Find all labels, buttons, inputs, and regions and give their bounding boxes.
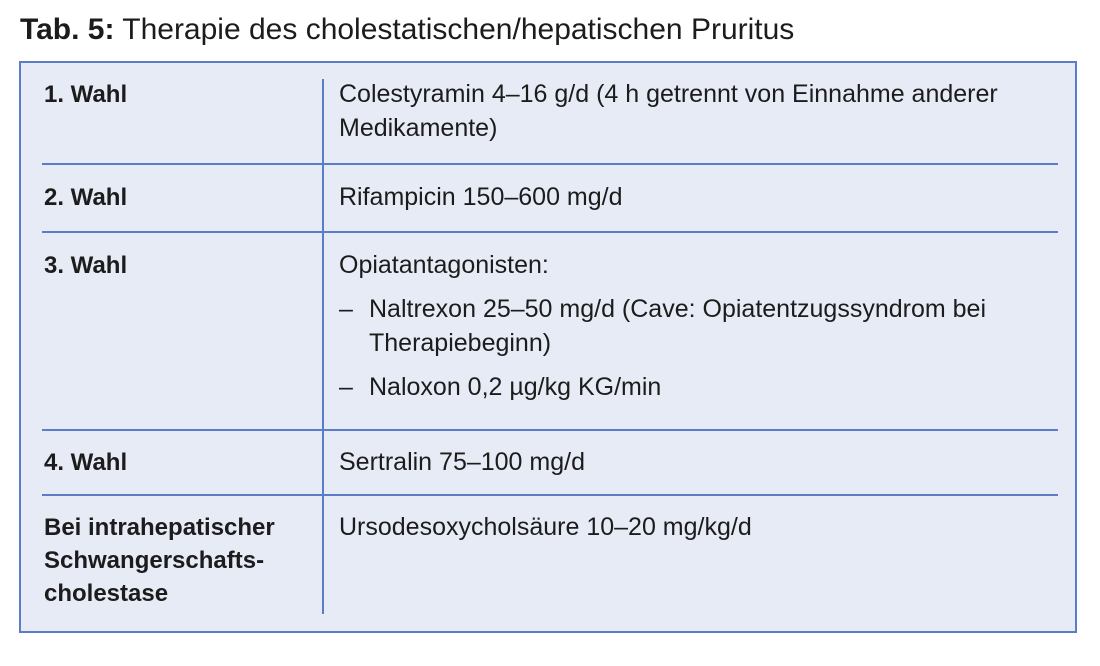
table-row-2 xyxy=(42,165,1058,233)
table-row-3 xyxy=(42,233,1058,431)
row-label-multiline xyxy=(44,511,275,610)
row-value: Rifampicin 150–600 mg/d xyxy=(339,183,623,211)
row-label: 2. Wahl xyxy=(44,184,128,211)
list-item xyxy=(339,292,1039,360)
row-value: Sertralin 75–100 mg/d xyxy=(339,448,585,476)
table-caption xyxy=(20,10,794,50)
row-label-line: Bei intrahepatischer xyxy=(44,514,275,541)
row-label: 3. Wahl xyxy=(44,252,128,279)
row-value: Opiatantagonisten: xyxy=(339,251,549,279)
caption-title: Therapie des cholestatischen/hepatischen Pruritus xyxy=(122,13,795,46)
therapy-table xyxy=(19,61,1077,633)
list-item-text: Naltrexon 25–50 mg/d (Cave: Opiatentzugssyndrom bei Therapiebeginn) xyxy=(369,295,986,357)
row-label: 1. Wahl xyxy=(44,81,128,108)
list-item xyxy=(339,370,1039,404)
row-value: Colestyramin 4–16 g/d (4 h getrennt von Einnahme anderer Medikamente) xyxy=(339,80,998,142)
table-row-5 xyxy=(42,496,1058,616)
table-row-1 xyxy=(42,63,1058,165)
row-label: 4. Wahl xyxy=(44,449,128,476)
table-row-4 xyxy=(42,431,1058,496)
list-item-text: Naloxon 0,2 µg/kg KG/min xyxy=(369,373,662,401)
row-label-line: Schwangerschafts- xyxy=(44,547,265,574)
row-label-line: cholestase xyxy=(44,580,169,607)
row-value: Ursodesoxycholsäure 10–20 mg/kg/d xyxy=(339,513,752,541)
dash-bullet: – xyxy=(339,295,353,323)
caption-label: Tab. 5: xyxy=(20,13,115,46)
row-value-group xyxy=(339,248,1039,404)
dash-bullet: – xyxy=(339,373,353,401)
